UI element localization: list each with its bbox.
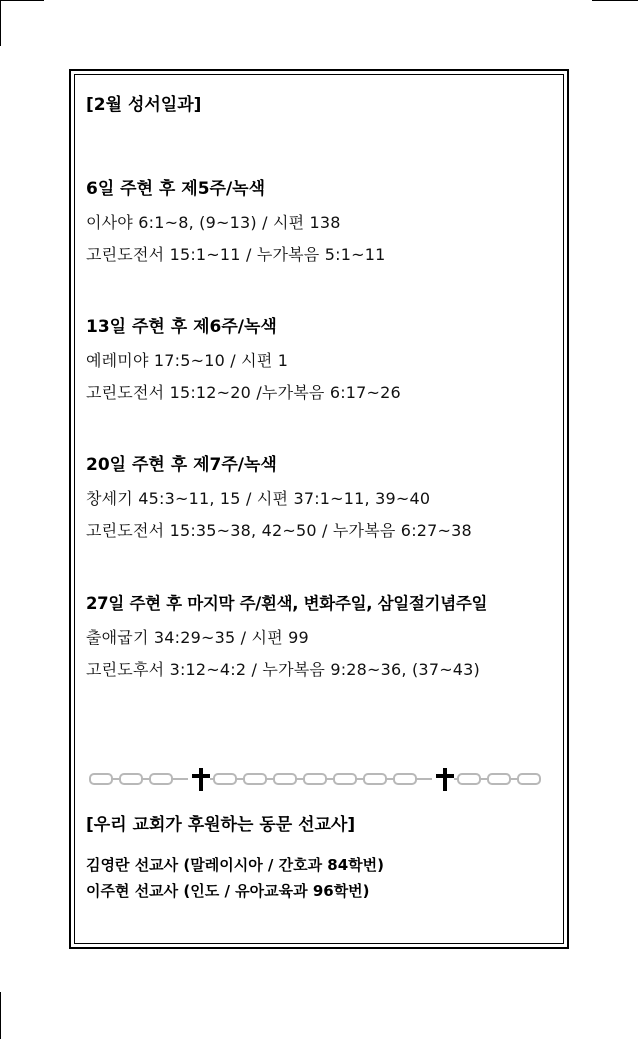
entry-reading-2: 고린도전서 15:1~11 / 누가복음 5:1~11 <box>86 245 386 264</box>
entry-block <box>86 313 401 409</box>
entry-reading-2: 고린도전서 15:12~20 /누가복음 6:17~26 <box>86 383 401 402</box>
entry-reading-1: 이사야 6:1~8, (9~13) / 시편 138 <box>86 213 341 232</box>
crop-mark-bottom-left <box>0 992 1 1039</box>
crop-mark-top-right <box>592 0 638 1</box>
missionary-title: [우리 교회가 후원하는 동문 선교사] <box>86 815 356 835</box>
missionary-section <box>86 810 556 904</box>
entry-heading: 6일 주현 후 제5주/녹색 <box>86 179 265 199</box>
entry-heading: 20일 주현 후 제7주/녹색 <box>86 455 277 475</box>
crop-mark-top-left-h <box>0 0 44 1</box>
missionary-item: 김영란 선교사 (말레이시아 / 간호과 84학번) <box>86 856 385 874</box>
page-title: [2월 성서일과] <box>86 95 202 115</box>
entry-reading-1: 창세기 45:3~11, 15 / 시편 37:1~11, 39~40 <box>86 489 431 508</box>
bulletin-content <box>86 90 556 679</box>
cross-chain-divider-icon <box>86 766 552 792</box>
entry-block <box>86 451 472 547</box>
entry-reading-2: 고린도후서 3:12~4:2 / 누가복음 9:28~36, (37~43) <box>86 660 481 679</box>
entry-reading-1: 출애굽기 34:29~35 / 시편 99 <box>86 628 309 647</box>
entry-block <box>86 175 385 271</box>
missionary-item: 이주현 선교사 (인도 / 유아교육과 96학번) <box>86 882 370 900</box>
entry-block <box>86 590 487 686</box>
entry-reading-1: 예레미야 17:5~10 / 시편 1 <box>86 351 289 370</box>
entry-heading: 13일 주현 후 제6주/녹색 <box>86 317 277 337</box>
entry-heading: 27일 주현 후 마지막 주/흰색, 변화주일, 삼일절기념주일 <box>86 594 488 613</box>
entry-reading-2: 고린도전서 15:35~38, 42~50 / 누가복음 6:27~38 <box>86 521 472 540</box>
crop-mark-top-left <box>0 0 1 46</box>
